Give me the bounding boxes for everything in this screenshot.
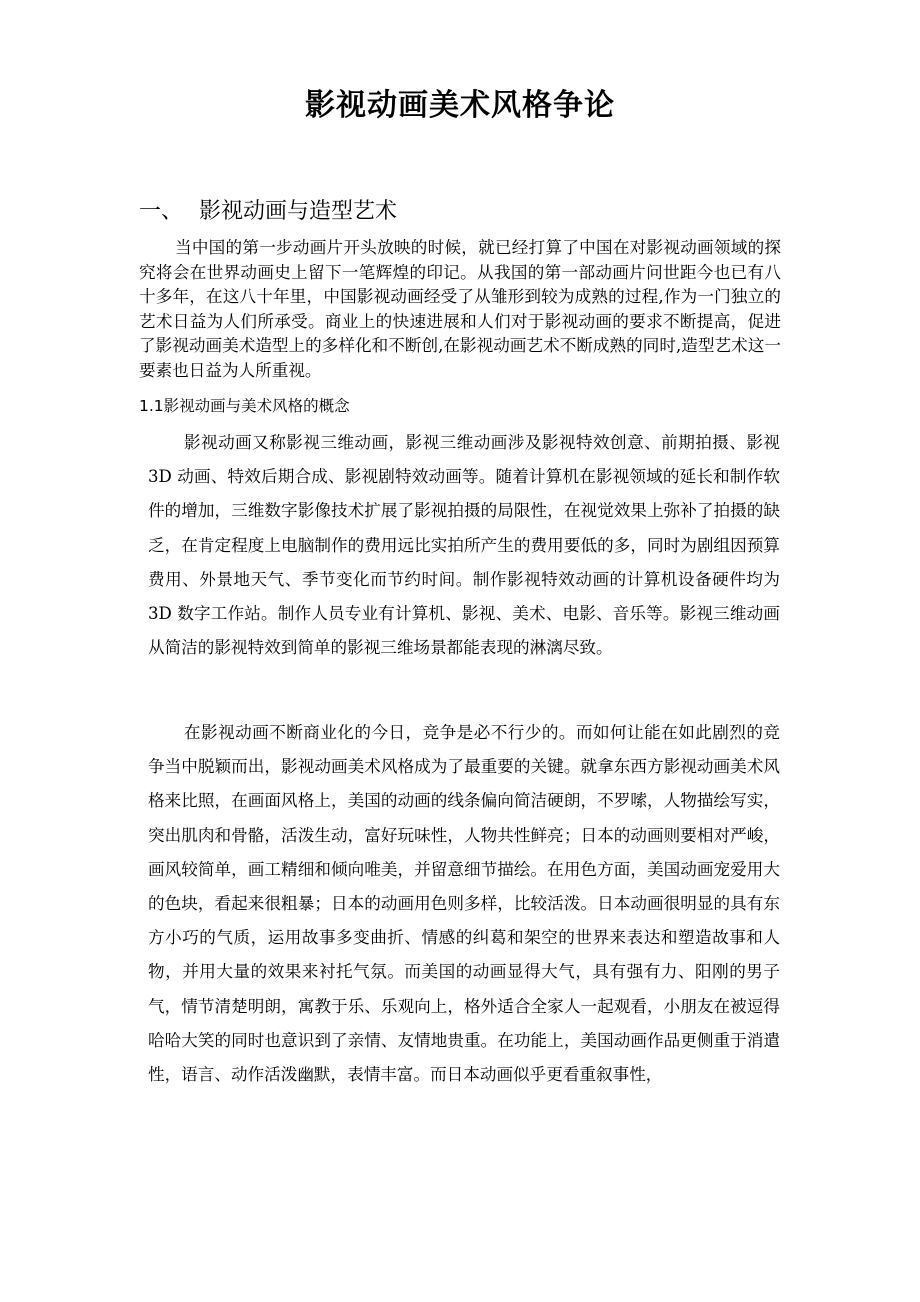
body-paragraph: 影视动画又称影视三维动画，影视三维动画涉及影视特效创意、前期拍摄、影视 3D 动画、特效后期合成、影视剧特效动画等。随着计算机在影视领域的延长和制作软件的增加，三维数字影像技术扩展了影视拍摄的局限性，在视觉效果上弥补了拍摄的缺乏，在肯定程度上电脑制作的费用远比实拍所产生的费用要低的多，同时为剧组因预算费用、外景地天气、季节变化而节约时间。制作影视特效动画的计算机设备硬件均为 3D 数字工作站。制作人员专业有计算机、影视、美术、电影、音乐等。影视三维动画从简洁的影视特效到简单的影视三维场景都能表现的淋漓尽致。 (148, 433, 780, 658)
page-title: 影视动画美术风格争论 (305, 88, 615, 123)
section-heading-text: 影视动画与造型艺术 (199, 199, 398, 224)
section-number: 一、 (139, 199, 184, 224)
section-heading (139, 196, 839, 228)
body-paragraph: 在影视动画不断商业化的今日，竞争是必不行少的。而如何让能在如此剧烈的竞争当中脱颖而出，影视动画美术风格成为了最重要的关键。就拿东西方影视动画美术风格来比照，在画面风格上，美国的动画的线条偏向简洁硬朗，不罗嗦，人物描绘写实，突出肌肉和骨骼，活泼生动，富好玩味性，人物共性鲜亮；日本的动画则要相对严峻，画风较简单，画工精细和倾向唯美，并留意细节描绘。在用色方面，美国动画宠爱用大的色块，看起来很粗暴；日本的动画用色则多样，比较活泼。日本动画很明显的具有东方小巧的气质，运用故事多变曲折、情感的纠葛和架空的世界来表达和塑造故事和人物，并用大量的效果来衬托气氛。而美国的动画显得大气，具有强有力、阳刚的男子气，情节清楚明朗，寓教于乐、乐观向上，格外适合全家人一起观看，小朋友在被逗得哈哈大笑的同时也意识到了亲情、友情地贵重。在功能上，美国动画作品更侧重于消遣性，语言、动作活泼幽默，表情丰富。而日本动画似乎更看重叙事性， (148, 723, 780, 1085)
intro-paragraph: 当中国的第一步动画片开头放映的时候，就已经打算了中国在对影视动画领域的探究将会在世界动画史上留下一笔辉煌的印记。从我国的第一部动画片问世距今也已有八十多年，在这八十年里，中国影视动画经受了从雏形到较为成熟的过程,作为一门独立的艺术日益为人们所承受。商业上的快速进展和人们对于影视动画的要求不断提高，促进了影视动画美术造型上的多样化和不断创,在影视动画艺术不断成熟的同时,造型艺术这一要素也日益为人所重视。 (139, 238, 781, 380)
subsection-heading: 1.1影视动画与美术风格的概念 (139, 397, 350, 415)
